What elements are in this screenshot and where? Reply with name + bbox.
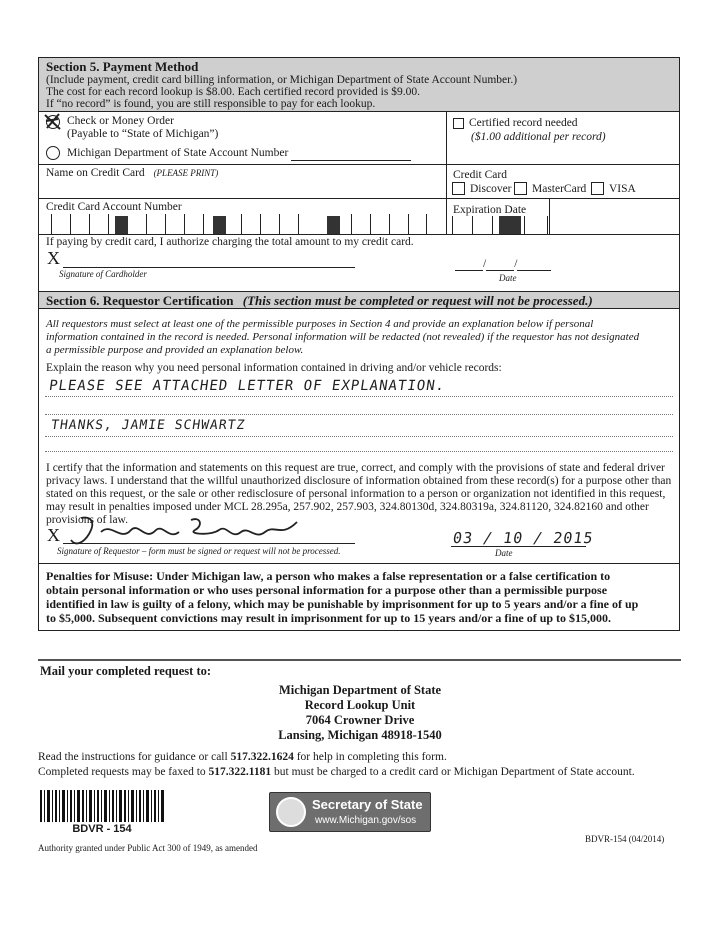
secretary-of-state-logo — [269, 792, 431, 832]
penalty-line-1: Penalties for Misuse: Under Michigan law, a person who makes a false representation or a false certification to — [46, 569, 611, 583]
penalty-line-3: identified in law is guilty of a felony, which may be punishable by imprisonment for up to 5 years and/or a fine of up — [46, 597, 639, 611]
address-line-3: 7064 Crowner Drive — [305, 713, 415, 727]
requestor-signature-label: Signature of Requestor – form must be signed or request will not be processed. — [57, 546, 341, 556]
barcode-image — [40, 790, 164, 822]
address-line-4: Lansing, Michigan 48918-1540 — [278, 728, 442, 742]
requestor-date-label: Date — [495, 548, 513, 558]
credit-card-number-boxes[interactable] — [51, 214, 426, 234]
address-line-2: Record Lookup Unit — [304, 698, 416, 712]
authority-note: Authority granted under Public Act 300 of 1949, as amended — [38, 843, 258, 853]
section6-instr-1: All requestors must select at least one of the permissible purposes in Section 4 and provide an explanation below if personal — [46, 318, 594, 330]
certified-record-note: ($1.00 additional per record) — [471, 131, 606, 143]
explanation-handwritten-2[interactable]: THANKS, JAMIE SCHWARTZ — [49, 418, 247, 433]
phone-instruction — [38, 751, 447, 763]
penalty-line-4: to $5,000. Subsequent convictions may result in imprisonment for up to 15 years and/or a fine of up to $15,000. — [46, 611, 612, 625]
explain-label: Explain the reason why you need personal information contained in driving and/or vehicle records: — [46, 362, 502, 374]
cardholder-date-blanks[interactable]: / / — [455, 258, 551, 271]
penalty-line-2: obtain personal information or who uses personal information for a purpose other than a permissible purpose — [46, 583, 608, 597]
address-line-1: Michigan Department of State — [278, 683, 442, 697]
certify-line-2: privacy laws. I understand that the willful unauthorized disclosure of information obtained from these record(s) for a purpose other than — [46, 475, 672, 487]
expiration-date-label: Expiration Date — [453, 204, 527, 216]
discover-checkbox[interactable] — [452, 182, 465, 195]
requestor-date-line — [451, 546, 586, 547]
logo-title: Secretary of State — [312, 797, 423, 812]
name-on-card-text: Name on Credit Card — [46, 167, 145, 179]
section5-intro-2: The cost for each record lookup is $8.00. Each certified record provided is $9.00. — [46, 86, 420, 98]
certify-line-1: I certify that the information and statements on this request are true, correct, and comply with the provisions of state and federal driver — [46, 462, 665, 474]
requestor-x: X — [47, 525, 60, 545]
section6-title-text: Section 6. Requestor Certification — [46, 293, 234, 308]
logo-url[interactable]: www.Michigan.gov/sos — [315, 815, 417, 826]
visa-label: VISA — [609, 183, 636, 195]
mail-address — [200, 683, 520, 743]
certified-record-checkbox[interactable] — [453, 118, 464, 129]
account-number-field[interactable] — [291, 160, 411, 161]
section5-title: Section 5. Payment Method — [46, 59, 199, 74]
section5-intro-1: (Include payment, credit card billing information, or Michigan Department of State Account Number.) — [46, 74, 518, 86]
requestor-date-value[interactable]: 03 / 10 / 2015 — [451, 529, 595, 547]
section5-header — [39, 58, 679, 112]
please-print-hint: (PLEASE PRINT) — [153, 168, 219, 178]
expiration-date-boxes[interactable] — [452, 216, 552, 234]
section6-instr-3: a permissible purpose and provided an explanation below. — [46, 344, 304, 356]
mastercard-label: MasterCard — [532, 183, 587, 195]
fax-instruction — [38, 766, 635, 778]
phone-suffix: for help in completing this form. — [293, 751, 447, 763]
cardholder-x: X — [47, 248, 60, 268]
certified-record-label: Certified record needed — [469, 117, 578, 129]
cardholder-signature-line[interactable] — [63, 267, 355, 268]
section5-intro-3: If “no record” is found, you are still responsible to pay for each lookup. — [46, 98, 376, 110]
barcode-label: BDVR - 154 — [72, 823, 132, 835]
account-number-label-cc: Credit Card Account Number — [46, 201, 182, 213]
section6-title — [46, 293, 593, 309]
cardholder-date-label: Date — [499, 273, 517, 283]
fax-number[interactable]: 517.322.1181 — [208, 766, 272, 778]
account-number-radio[interactable] — [46, 146, 60, 160]
fax-suffix: but must be charged to a credit card or Michigan Department of State account. — [271, 766, 635, 778]
mail-divider — [38, 659, 681, 661]
name-on-card-label — [46, 167, 218, 179]
form-number: BDVR-154 (04/2014) — [585, 834, 665, 844]
section6-title-note: (This section must be completed or request will not be processed.) — [242, 293, 593, 308]
check-payable-note: (Payable to “State of Michigan”) — [67, 128, 219, 140]
explanation-handwritten-1[interactable]: PLEASE SEE ATTACHED LETTER OF EXPLANATION. — [47, 378, 447, 394]
section6-instr-2: information contained in the record is needed. Personal information will be redacted (not revealed) if the requestor has not designated — [46, 331, 640, 343]
certify-line-3: stated on this request, or the sale or other redisclosure of personal information to a person or organization not identified in this request, — [46, 488, 666, 500]
phone-number[interactable]: 517.322.1624 — [230, 751, 294, 763]
request-form — [38, 57, 680, 631]
check-mark-scribble — [42, 111, 64, 133]
phone-prefix: Read the instructions for guidance or call — [38, 751, 231, 763]
section6-header — [39, 292, 679, 309]
check-money-order-label: Check or Money Order — [67, 115, 174, 127]
mastercard-checkbox[interactable] — [514, 182, 527, 195]
state-seal-icon — [276, 797, 306, 827]
authorize-text: If paying by credit card, I authorize charging the total amount to my credit card. — [46, 236, 414, 248]
visa-checkbox[interactable] — [591, 182, 604, 195]
credit-card-label: Credit Card — [453, 169, 507, 181]
certify-line-4: may result in penalties imposed under MCL 28.295a, 257.902, 257.903, 324.80130d, 324.80319a, 324.81120, 324.82160 and other — [46, 501, 649, 513]
discover-label: Discover — [470, 183, 512, 195]
certify-line-5: provisions of law. — [46, 514, 128, 526]
requestor-signature-line[interactable] — [63, 543, 355, 544]
fax-prefix: Completed requests may be faxed to — [38, 766, 209, 778]
cardholder-signature-label: Signature of Cardholder — [59, 269, 147, 279]
mail-heading: Mail your completed request to: — [40, 664, 212, 678]
account-number-label: Michigan Department of State Account Number — [67, 147, 289, 159]
